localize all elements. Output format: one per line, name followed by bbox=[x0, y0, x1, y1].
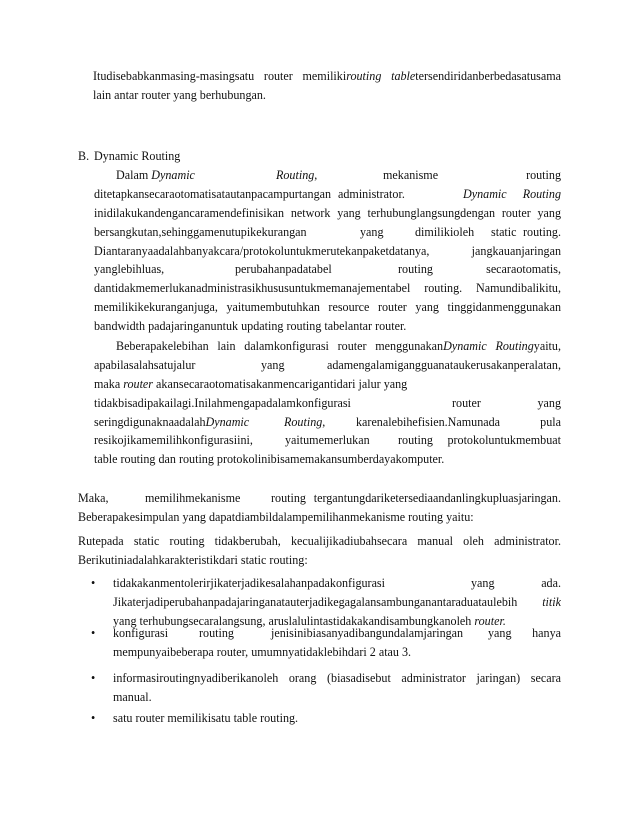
bullet-icon: • bbox=[91, 626, 96, 640]
text-run: secaraotomatis, bbox=[486, 262, 561, 277]
text-run: jangkauanjaringan bbox=[471, 243, 561, 258]
italic-term: Routing bbox=[522, 186, 561, 201]
text-run: static bbox=[491, 224, 517, 239]
text-run: Itudisebabkanmasing-masingsatu router memiliki bbox=[93, 69, 347, 83]
text-run: pula bbox=[540, 414, 561, 429]
text-run: tergantungdariketersediaandanlingkupluasjaringan. bbox=[313, 491, 561, 505]
text-run: routing bbox=[199, 626, 234, 640]
text-line bbox=[94, 337, 561, 356]
text-line bbox=[93, 67, 561, 86]
text-run: routing bbox=[526, 168, 561, 182]
text-run: Maka, bbox=[78, 491, 109, 505]
text-line: bandwidth padajaringanuntuk updating routing tabelantar router. bbox=[94, 319, 407, 334]
text-run: Dalam Dynamic bbox=[116, 168, 195, 182]
text-run: yaitumemerlukan bbox=[285, 433, 370, 448]
text-line: lain antar router yang berhubungan. bbox=[93, 87, 266, 102]
list-item bbox=[91, 669, 561, 709]
text-line: Rutepada static routing tidakberubah, kecualijikadiubahsecara manual oleh administrator. bbox=[78, 534, 561, 548]
text-run: perubahanpadatabel bbox=[235, 262, 332, 277]
paragraph-advantages bbox=[94, 337, 561, 469]
list-item-text bbox=[113, 624, 561, 662]
section-label: B. bbox=[78, 149, 90, 163]
text-run: yang bbox=[488, 626, 512, 640]
text-run: adamengalamigangguanataukerusakanperalatan, bbox=[326, 357, 561, 372]
italic-term: router bbox=[123, 376, 154, 391]
text-run: protokoluntukmembuat bbox=[447, 433, 561, 448]
paragraph-routing-table bbox=[93, 67, 561, 105]
list-item bbox=[91, 709, 561, 729]
text-run: mekanisme bbox=[383, 168, 439, 182]
text-run: administrator. bbox=[338, 186, 405, 201]
text-line bbox=[94, 166, 561, 185]
italic-term: Dynamic bbox=[463, 186, 507, 201]
text-line: yang terhubungsecaralangsung, aruslalulintastidakakandisambungkanoleh router. bbox=[113, 613, 506, 628]
text-run: jenisinibiasanyadibangundalamjaringan bbox=[271, 626, 464, 640]
text-run: tidakakanmentolerirjikaterjadikesalahanpadakonfigurasi bbox=[113, 576, 385, 590]
text-line: Berikutiniadalahkarakteristikdari static routing: bbox=[78, 552, 308, 567]
bullet-icon: • bbox=[91, 711, 96, 725]
text-line bbox=[94, 431, 561, 450]
text-line: dantidakmemerlukanadministrasikhususuntukmemanajementabel routing. Namundibalikitu, bbox=[94, 281, 561, 296]
text-line: Jikaterjadiperubahanpadajaringanatauterjadikegagalansambunganantaraduataulebih titik bbox=[113, 594, 561, 609]
text-line bbox=[94, 413, 561, 432]
text-run: yang bbox=[360, 224, 384, 239]
text-line: memilikikekuranganjuga, yaitumembutuhkan resource router yang tinggidanmenggunakan bbox=[94, 300, 561, 315]
text-run: hanya bbox=[532, 626, 561, 640]
text-run: Diantaranyaadalahbanyakcara/protokoluntukmerutekanpaketdatanya, bbox=[94, 243, 430, 258]
text-line: informasiroutingnyadiberikanoleh orang (biasadisebut administrator jaringan) secara bbox=[113, 671, 561, 685]
text-run: Routing, bbox=[276, 168, 318, 182]
list-item-text bbox=[113, 574, 561, 631]
italic-term: router. bbox=[474, 613, 506, 628]
bullet-icon: • bbox=[91, 671, 96, 685]
text-run: router bbox=[452, 395, 481, 410]
text-line bbox=[94, 223, 561, 242]
text-run: yang bbox=[471, 576, 495, 590]
paragraph-dynamic-routing bbox=[94, 166, 561, 336]
text-run: tersendiridanberbedasatusama bbox=[415, 69, 561, 83]
text-run: dimilikioleh bbox=[415, 224, 475, 239]
italic-term: routing table bbox=[346, 69, 416, 83]
text-line bbox=[94, 260, 561, 279]
list-item-text bbox=[113, 709, 561, 728]
text-line: Beberapakesimpulan yang dapatdiambildalampemilihanmekanisme routing yaitu: bbox=[78, 509, 474, 524]
text-line bbox=[94, 394, 561, 413]
text-run: seringdigunaknaadalahDynamic bbox=[94, 414, 250, 429]
text-run: tidakbisadipakailagi.Inilahmengapadalamkonfigurasi bbox=[94, 395, 351, 410]
text-run: memilihmekanisme bbox=[145, 491, 241, 505]
text-line bbox=[113, 624, 561, 643]
text-run: karenalebihefisien.Namunada bbox=[356, 414, 501, 429]
text-line bbox=[78, 489, 561, 508]
list-item-text bbox=[113, 669, 561, 707]
text-line: table routing dan routing protokolinibisamemakansumberdayakomputer. bbox=[94, 452, 445, 467]
text-run: konfigurasi bbox=[113, 626, 169, 640]
text-line bbox=[94, 185, 561, 204]
text-run: routing bbox=[398, 433, 433, 448]
text-run: ditetapkansecaraotomatisatautanpacampurtangan bbox=[94, 186, 332, 201]
paragraph-conclusion bbox=[78, 489, 561, 527]
text-run: routing bbox=[398, 262, 433, 277]
text-line: manual. bbox=[113, 689, 152, 704]
list-item bbox=[91, 624, 561, 664]
paragraph-static-routing bbox=[78, 532, 561, 570]
text-run: apabilasalahsatujalur bbox=[94, 357, 196, 372]
text-run: yang bbox=[537, 395, 561, 410]
section-title: Dynamic Routing bbox=[94, 149, 181, 163]
text-line: mempunyaibeberapa router, umumnyatidaklebihdari 2 atau 3. bbox=[113, 644, 412, 659]
text-run: ada. bbox=[541, 576, 561, 590]
text-run: routing. bbox=[523, 224, 561, 239]
italic-term: titik bbox=[542, 594, 561, 609]
text-run: bersangkutan,sehinggamenutupikekurangan bbox=[94, 224, 307, 239]
bullet-icon: • bbox=[91, 576, 96, 590]
text-line bbox=[113, 574, 561, 593]
text-run: yang bbox=[261, 357, 285, 372]
text-line bbox=[94, 242, 561, 261]
text-run: Beberapakelebihan lain dalamkonfigurasi router menggunakanDynamic Routingyaitu, bbox=[116, 339, 561, 353]
text-line: maka router akansecaraotomatisakanmencarigantidari jalur yang bbox=[94, 376, 408, 391]
text-run: routing bbox=[271, 491, 306, 505]
text-line: satu router memilikisatu table routing. bbox=[113, 711, 299, 725]
text-run: Routing, bbox=[284, 414, 326, 429]
text-run: resikojikamemilihkonfigurasiini, bbox=[94, 433, 253, 448]
text-line: inidilakukandengancaramendefinisikan network yang terhubunglangsungdengan router yang bbox=[94, 205, 561, 220]
text-line bbox=[94, 356, 561, 375]
text-run: yanglebihluas, bbox=[94, 262, 165, 277]
